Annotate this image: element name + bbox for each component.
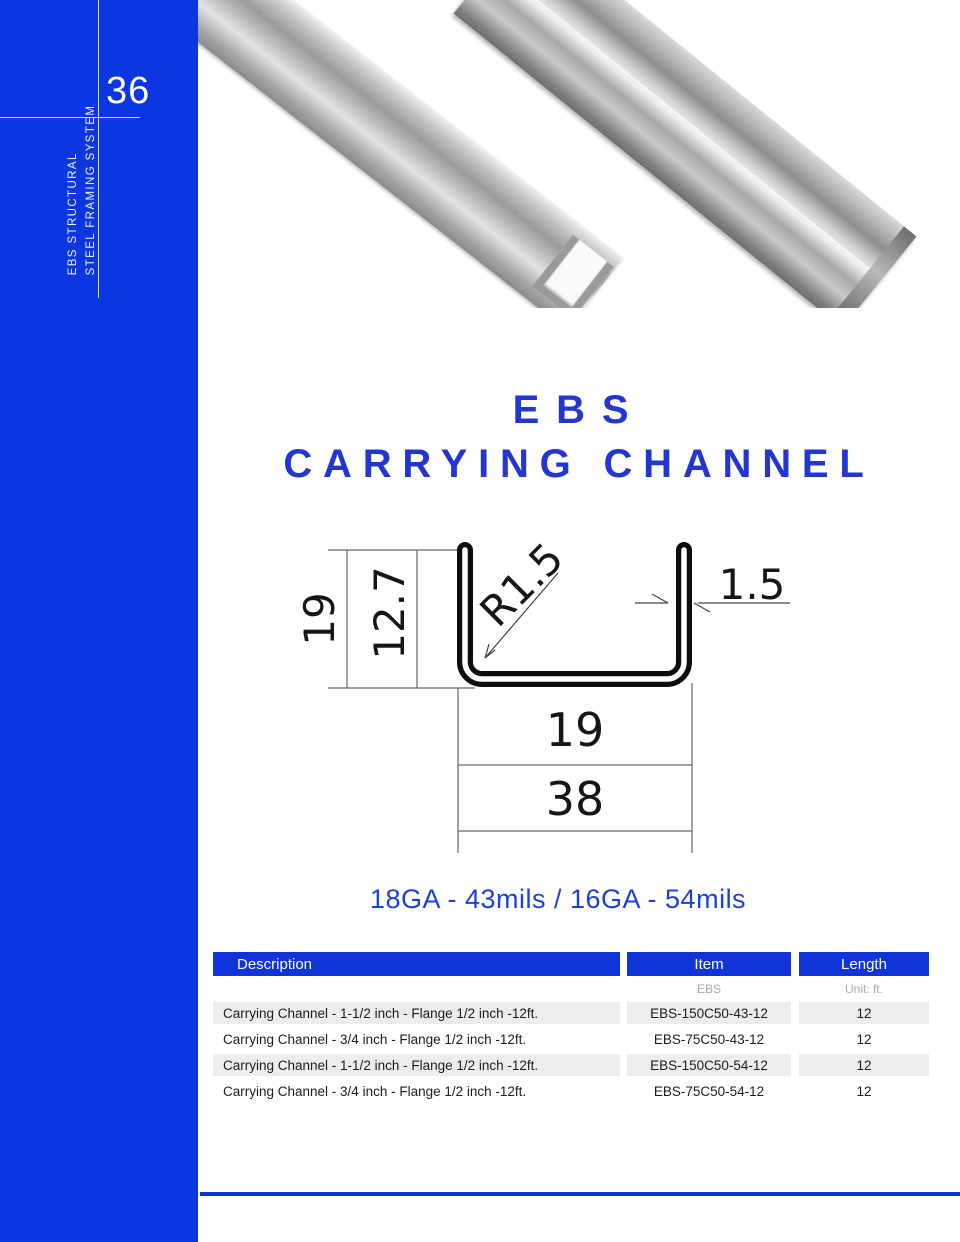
table-row [213, 1080, 929, 1102]
sidebar-vertical-text-line1: EBS STRUCTURAL [67, 152, 80, 276]
cell-item-code: EBS-150C50-43-12 [627, 1002, 791, 1024]
gauge-spec-line: 18GA - 43mils / 16GA - 54mils [369, 884, 747, 914]
channel-open-end [532, 235, 614, 308]
dimension-drawing [290, 533, 795, 863]
cell-item-code: EBS-150C50-54-12 [627, 1054, 791, 1076]
cell-length: 12 [856, 1031, 872, 1047]
sidebar-vertical-text-line2: STEEL FRAMING SYSTEM [85, 104, 97, 276]
table-body [213, 1002, 929, 1102]
product-photo [198, 0, 960, 308]
subheader-length-unit: Unit: ft. [844, 982, 883, 996]
cell-item-code: EBS-75C50-43-12 [653, 1031, 765, 1047]
subheader-item-brand: EBS [696, 982, 721, 996]
dim-thickness: 1.5 [718, 560, 786, 609]
footer-rule [200, 1192, 960, 1196]
cell-description: Carrying Channel - 1-1/2 inch - Flange 1/2 inch -12ft. [213, 1054, 620, 1076]
parts-table [213, 952, 929, 1106]
header-length: Length [799, 952, 929, 976]
dim-radius: R1.5 [470, 533, 573, 636]
cell-length: 12 [799, 1054, 929, 1076]
dim-half-width: 19 [545, 703, 605, 757]
title-line2: CARRYING CHANNEL [283, 442, 875, 486]
header-description: Description [213, 952, 620, 976]
header-item: Item [627, 952, 791, 976]
cell-description: Carrying Channel - 1-1/2 inch - Flange 1/2 inch -12ft. [213, 1002, 620, 1024]
table-row [213, 1028, 929, 1050]
cell-length: 12 [799, 1002, 929, 1024]
sidebar [0, 0, 198, 1242]
page-number: 36 [106, 70, 151, 112]
table-row [213, 1002, 929, 1024]
cell-description: Carrying Channel - 3/4 inch - Flange 1/2 inch -12ft. [223, 1031, 527, 1047]
cell-description: Carrying Channel - 3/4 inch - Flange 1/2 inch -12ft. [223, 1083, 527, 1099]
dim-overall-height: 19 [295, 592, 344, 646]
dim-overall-width: 38 [545, 772, 605, 826]
table-header-row [213, 952, 929, 976]
dim-inner-height: 12.7 [365, 566, 414, 660]
table-row [213, 1054, 929, 1076]
page-title [198, 383, 960, 491]
table-subheader-row [213, 980, 929, 998]
cell-item-code: EBS-75C50-54-12 [653, 1083, 765, 1099]
channel-cut-end [830, 226, 917, 308]
cell-length: 12 [856, 1083, 872, 1099]
title-line1: EBS [512, 388, 646, 432]
sidebar-vertical-text [65, 105, 101, 276]
